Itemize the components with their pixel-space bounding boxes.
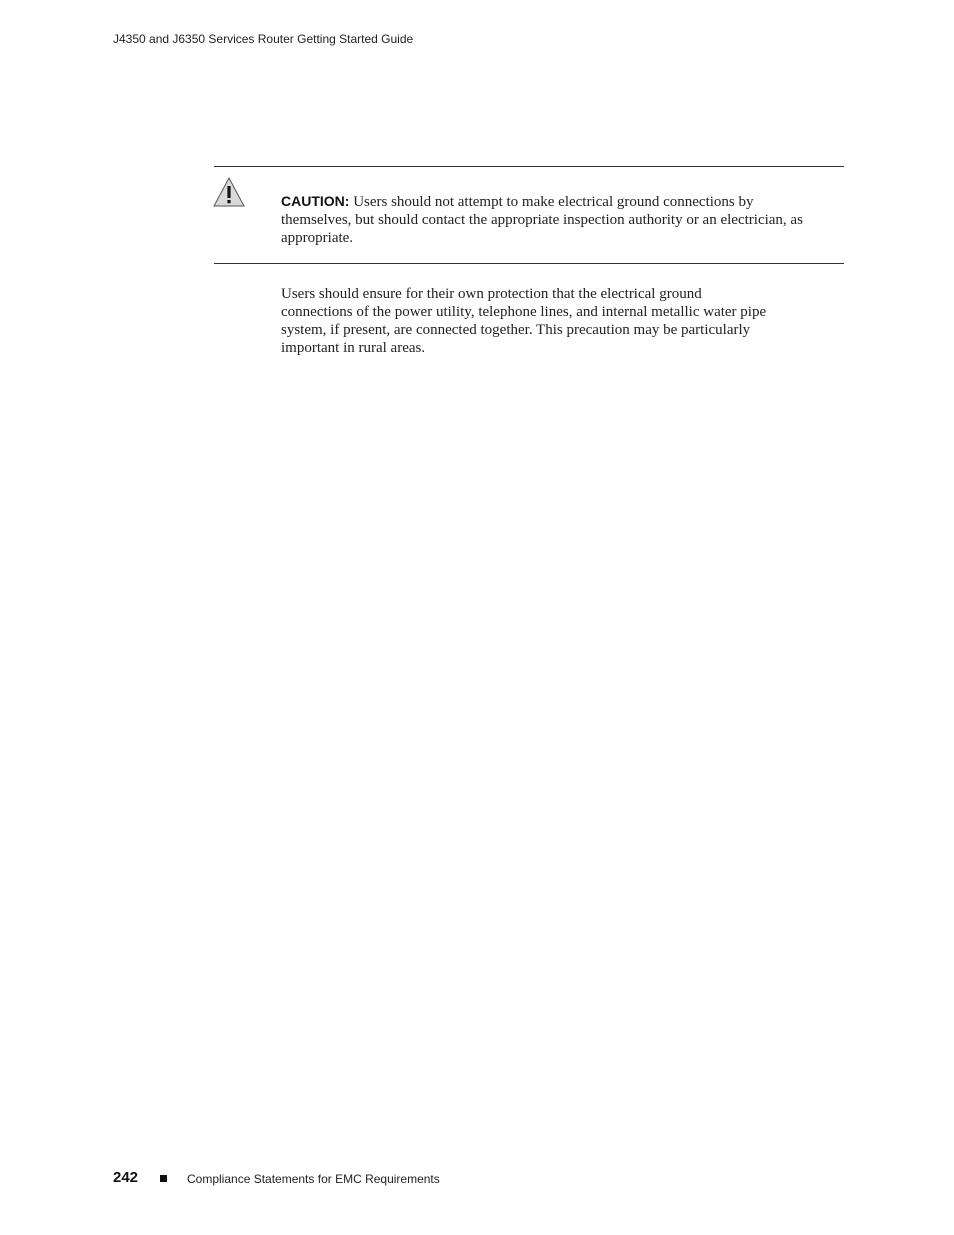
footer-section-title: Compliance Statements for EMC Requirements xyxy=(187,1172,440,1186)
caution-top-rule xyxy=(214,166,844,167)
body-paragraph: Users should ensure for their own protection that the electrical ground connections of the power utility, telephone lines, and internal metallic water pipe system, if present, are connected together. This precaution may be particularly important in rural areas. xyxy=(281,286,767,356)
caution-notice xyxy=(281,192,821,247)
running-header: J4350 and J6350 Services Router Getting Started Guide xyxy=(113,32,414,46)
caution-bottom-rule xyxy=(214,263,844,264)
caution-triangle-icon xyxy=(212,176,246,208)
caution-label: CAUTION: xyxy=(281,193,350,209)
caution-body: Users should not attempt to make electrical ground connections by themselves, but should contact the appropriate inspection authority or an electrician, as appropriate. xyxy=(281,194,803,246)
footer-bullet-square xyxy=(160,1175,167,1182)
page-number: 242 xyxy=(113,1169,139,1186)
